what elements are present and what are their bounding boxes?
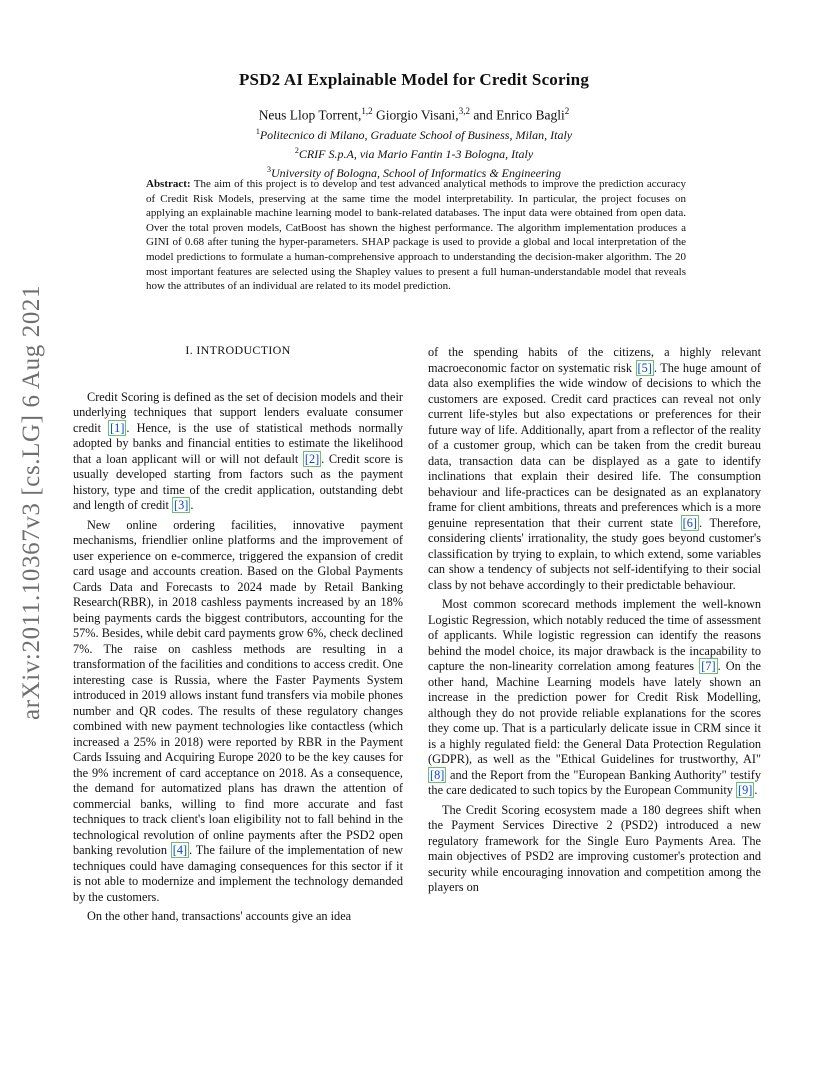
paragraph-text: . The huge amount of data also exemplifies the wide window of decisions to which the customers are exposed. Credit card practices can reveal not only current life-styles but also expectations or preferences for their future way of life. Additionally, apart from a reflector of the reality of a customer group, which can be taken from the credit bureau data, transaction data can be displayed as a gate to identify inclinations that explain their desired life. The consumption behaviour and life-practices can be designated as an explanatory frame for client ambitions, threats and preferences which is a more genuine representation that their current state — [428, 360, 761, 530]
paragraph — [73, 390, 403, 514]
paragraph-text: . — [754, 783, 758, 797]
citation-link[interactable]: [8] — [430, 767, 445, 782]
arxiv-identifier: arXiv:2011.10367v3 [cs.LG] 6 Aug 2021 — [18, 284, 45, 720]
affiliation-mark: 2 — [294, 146, 299, 155]
paragraph-text: and the Report from the "European Banking Authority" testify the care dedicated to such topics by the European Community — [428, 767, 761, 797]
paragraph-text: Credit Scoring is defined as the set of decision models and their underlying techniques that support lenders evaluate consumer credit — [73, 389, 403, 435]
paragraph-text: . The failure of the implementation of new techniques could have damaging consequences for this sector if it is not able to modernize and implement the technology demanded by the customers. — [73, 843, 403, 904]
paragraph-text: . Therefore, considering clients' irrationality, the study goes beyond customer's classification by trying to explain, to which extend, some variables can show a tendency of subjects not self-identifying to their social class by not behave accordingly to their predictable behaviour. — [428, 515, 761, 592]
author-list — [0, 106, 828, 124]
paragraph: On the other hand, transactions' accounts give an idea — [87, 909, 352, 923]
paragraph-text: . — [190, 498, 194, 512]
abstract — [146, 177, 686, 294]
affiliation — [0, 143, 828, 162]
citation-link[interactable]: [9] — [738, 783, 753, 797]
abstract-label: Abstract: — [146, 178, 191, 190]
section-heading: I. INTRODUCTION — [185, 343, 291, 357]
paragraph-text: . Credit score is usually developed starting from factors such as the payment history, type and time of the credit application, outstanding debt and length of credit — [73, 451, 403, 512]
paragraph — [428, 597, 761, 799]
author-name: Giorgio Visani, — [375, 107, 459, 123]
paper-title: PSD2 AI Explainable Model for Credit Scoring — [238, 70, 590, 89]
paragraph — [428, 345, 761, 593]
paragraph-text: Most common scorecard methods implement the well-known Logistic Regression, which notably reduced the time of assessment of applicants. While logistic regression can identify the reasons behind the model choice, its major drawback is the incapability to capture the non-linearity correlation among features — [428, 597, 761, 673]
citation-link[interactable]: [3] — [174, 498, 189, 512]
paragraph: The Credit Scoring ecosystem made a 180 degrees shift when the Payment Services Directive 2 (PSD2) introduced a new regulatory framework for the Single Euro Payments Area. The main objectives of PSD2 are improving customer's protection and security while encouraging innovation and competition among the players on — [428, 802, 761, 894]
affiliation — [0, 124, 828, 143]
affiliation-mark: 1 — [255, 127, 260, 136]
affiliation-text: University of Bologna, School of Informatics & Engineering — [271, 166, 561, 180]
citation-link[interactable]: [7] — [701, 659, 716, 673]
paragraph-text: New online ordering facilities, innovative payment mechanisms, friendlier online platforms and the improvement of user experience on e-commerce, triggered the expansion of credit card usage and accounts creation. Based on the Global Payments Cards Data and Forecasts to 2024 made by Retail Banking Research(RBR), in 2018 cashless payments increased by an 18% being payments cards the biggest contributors, accounting for the 57%. Besides, while debit card payments grow 6%, check declined 7%. The raise on cashless methods are resulting in a transformation of the facilities and conditions to access credit. One interesting case is Russia, where the Faster Payments System introduced in 2019 allows instant fund transfers via mobile phones number and QR codes. The results of these regulatory changes combined with new payment technologies like contactless (which increased a 25% in 2018) were reported by RBR in the Payment Cards Issuing and Acquiring Europe 2020 to be the key causes for the 9% increment of card acceptance on 2018. As a consequence, the demand for automatized plans has drawn the attention of commercial banks, willing to find more accurate and fast techniques to track client's loan eligibility not to fall behind in the technological revolution of online payments after the PSD2 open banking revolution — [73, 517, 403, 857]
citation-link[interactable]: [2] — [304, 451, 320, 466]
author-affiliation-mark: 1,2 — [361, 106, 373, 116]
citation-link[interactable]: [1] — [110, 420, 125, 435]
paragraph — [73, 518, 403, 906]
paragraph-text: . On the other hand, Machine Learning models have lately shown an increase in the prediction power for Credit Risk Modelling, although they do not provide reliable explanations for the scores they come up. That is a particularly delicate issue in CRM since it is a highly regulated field: the General Data Protection Regulation (GDPR), as well as the "Ethical Guidelines for trustworthy, AI" — [428, 659, 761, 766]
abstract-text: The aim of this project is to develop and test advanced analytical methods to improve the prediction accuracy of Credit Risk Models, preserving at the same time the model interpretability. In particular, the project focuses on applying an explainable machine learning model to bank-related databases. The input data were obtained from open data. Over the total proven models, CatBoost has shown the highest performance. The algorithm implementation produces a GINI of 0.68 after tuning the hyper-parameters. SHAP package is used to provide a global and local interpretation of the model predictions to formulate a human-comprehensive approach to understanding the decision-maker algorithm. The 20 most important features are selected using the Shapley values to present a full human-understandable model that reveals how the attributes of an individual are related to its model prediction. — [146, 178, 686, 293]
author-affiliation-mark: 2 — [564, 106, 570, 116]
author-name: Neus Llop Torrent, — [258, 107, 362, 123]
author-name: and Enrico Bagli — [473, 107, 565, 123]
citation-link[interactable]: [6] — [682, 515, 697, 530]
right-column — [428, 345, 761, 900]
affiliation-text: Politecnico di Milano, Graduate School of Business, Milan, Italy — [259, 128, 573, 142]
affiliation-mark: 3 — [267, 165, 272, 174]
citation-link[interactable]: [4] — [172, 843, 188, 857]
author-affiliation-mark: 3,2 — [458, 106, 470, 116]
paragraph-text: of the spending habits of the citizens, a highly relevant macroeconomic factor on systematic risk — [428, 345, 761, 375]
affiliation-list — [0, 124, 828, 181]
paragraph-text: . Hence, is the use of statistical methods normally adopted by banks and financial entities to estimate the likelihood that a loan applicant will or will not default — [73, 420, 403, 466]
left-column — [73, 343, 403, 929]
citation-link[interactable]: [5] — [637, 360, 652, 375]
affiliation-text: CRIF S.p.A, via Mario Fantin 1-3 Bologna, Italy — [298, 147, 534, 161]
